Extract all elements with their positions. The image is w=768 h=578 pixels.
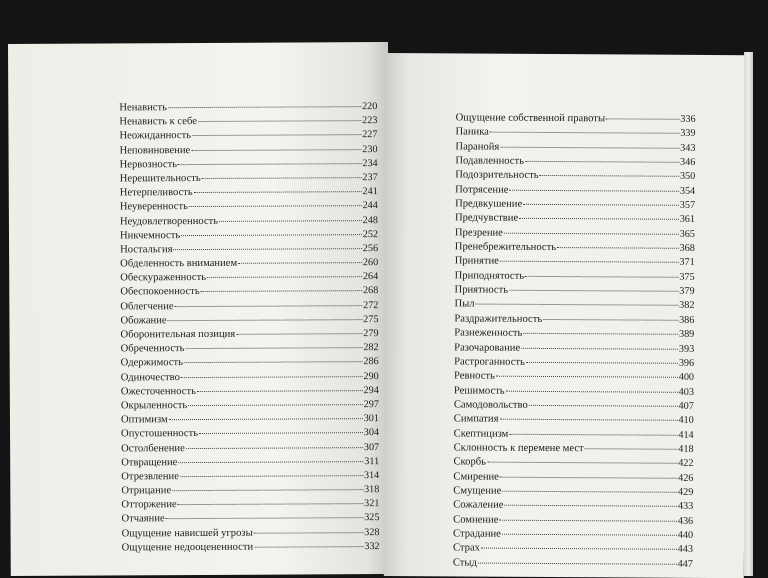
dot-leader	[523, 333, 678, 335]
dot-leader	[487, 462, 677, 464]
toc-entry	[456, 111, 696, 127]
toc-entry-page-number: 237	[362, 172, 378, 184]
dot-leader	[219, 220, 362, 222]
toc-entry-title: Ревность	[453, 370, 495, 382]
toc-entry-page-number: 241	[362, 186, 378, 198]
dot-leader	[476, 304, 679, 306]
toc-entry-title: Растроганность	[454, 356, 525, 368]
toc-entry-page-number: 375	[679, 271, 695, 283]
toc-entry	[122, 540, 380, 556]
toc-entry-page-number: 354	[679, 185, 696, 197]
toc-entry-title: Подозрительность	[455, 169, 539, 182]
toc-entry-page-number: 418	[678, 443, 694, 455]
toc-entry-title: Обделенность вниманием	[120, 257, 238, 270]
toc-entry-title: Окрыленность	[120, 400, 188, 412]
toc-entry-page-number: 290	[363, 370, 379, 382]
toc-entry-page-number: 328	[364, 526, 380, 538]
dot-leader	[194, 191, 362, 193]
toc-entry-page-number: 414	[678, 429, 694, 441]
dot-leader	[192, 135, 361, 137]
toc-entry	[121, 370, 379, 386]
toc-entry	[120, 214, 378, 230]
toc-entry-title: Приподнятость	[454, 270, 525, 282]
toc-entry-page-number: 350	[679, 171, 696, 183]
dot-leader	[169, 418, 363, 420]
toc-entry-page-number: 403	[678, 386, 694, 398]
toc-entry	[120, 143, 378, 159]
toc-entry	[455, 169, 695, 185]
dot-leader	[180, 475, 363, 477]
toc-entry-page-number: 307	[363, 441, 380, 453]
toc-entry-title: Смущение	[453, 485, 502, 497]
toc-entry	[454, 384, 694, 400]
toc-entry-page-number: 227	[362, 129, 378, 141]
dot-leader	[178, 163, 361, 165]
page-stack-edge	[744, 52, 753, 576]
toc-entry	[120, 270, 378, 286]
toc-entry-title: Раздражительность	[454, 313, 543, 325]
toc-entry-title: Скорбь	[453, 456, 487, 468]
toc-entry	[119, 128, 377, 144]
dot-leader	[201, 291, 362, 293]
toc-entry-title: Ожесточенность	[120, 385, 196, 398]
dot-leader	[557, 247, 678, 249]
dot-leader	[189, 205, 362, 207]
dot-leader	[490, 132, 679, 134]
toc-entry-title: Симпатия	[453, 413, 499, 425]
toc-entry-title: Паранойя	[455, 141, 500, 153]
dot-leader	[502, 534, 677, 536]
toc-entry-title: Презрение	[454, 227, 503, 239]
dot-leader	[254, 546, 363, 548]
toc-entry-page-number: 314	[363, 469, 380, 482]
toc-entry-page-number: 321	[364, 498, 380, 510]
toc-entry	[453, 470, 693, 486]
toc-entry-title: Нервозность	[119, 158, 178, 171]
toc-entry-page-number: 433	[677, 501, 694, 513]
toc-entry-page-number: 272	[363, 299, 379, 311]
toc-entry-title: Ощущение нависшей угрозы	[121, 527, 253, 540]
toc-entry	[454, 355, 694, 371]
toc-entry-page-number: 304	[363, 427, 380, 439]
toc-entry	[121, 455, 379, 471]
toc-entry	[121, 483, 379, 499]
toc-entry-page-number: 252	[362, 228, 379, 240]
toc-entry-page-number: 365	[679, 228, 695, 240]
toc-entry-page-number: 318	[364, 484, 380, 496]
toc-entry-page-number: 275	[363, 313, 379, 325]
dot-leader	[166, 518, 363, 520]
toc-entry-title: Ненависть	[119, 102, 167, 114]
toc-entry-title: Остолбенение	[121, 442, 185, 454]
toc-entry-page-number: 311	[364, 455, 380, 467]
toc-entry-title: Скептицизм	[453, 427, 509, 440]
dot-leader	[184, 362, 362, 364]
toc-entry	[455, 284, 695, 300]
toc-entry-title: Потрясение	[455, 184, 509, 196]
toc-entry-page-number: 244	[362, 200, 378, 212]
dot-leader	[198, 120, 361, 122]
toc-entry	[121, 398, 379, 414]
toc-entry-page-number: 223	[362, 115, 378, 127]
toc-entry-page-number: 279	[363, 328, 379, 340]
toc-entry-title: Предвкушение	[455, 198, 523, 210]
dot-leader	[199, 432, 363, 434]
dot-leader	[181, 376, 363, 378]
toc-entry	[120, 313, 378, 329]
toc-entry-page-number: 339	[680, 128, 696, 140]
toc-entry-title: Неповиновение	[119, 144, 191, 156]
toc-entry	[453, 542, 693, 558]
toc-entry-title: Нетерпеливость	[119, 187, 193, 199]
toc-entry-page-number: 440	[677, 529, 694, 541]
toc-entry	[455, 255, 695, 271]
dot-leader	[236, 333, 362, 335]
toc-entry-page-number: 268	[362, 285, 379, 297]
toc-entry	[121, 511, 379, 527]
toc-entry	[454, 413, 694, 429]
toc-entry	[455, 126, 695, 142]
toc-entry	[454, 341, 694, 357]
toc-entry-title: Паника	[455, 126, 489, 138]
left-page	[8, 42, 391, 576]
dot-leader	[504, 232, 679, 234]
toc-entry-title: Обескураженность	[120, 272, 207, 284]
dot-leader	[500, 146, 679, 148]
toc-entry-title: Принятие	[454, 255, 499, 268]
toc-entry-page-number: 389	[678, 328, 695, 341]
toc-entry-page-number: 410	[678, 415, 694, 427]
toc-entry-title: Сожаление	[453, 499, 504, 512]
toc-entry-page-number: 220	[362, 101, 378, 113]
toc-entry	[120, 185, 378, 201]
toc-entry	[120, 242, 378, 258]
toc-entry	[120, 256, 378, 272]
dot-leader	[181, 234, 362, 236]
toc-entry-title: Стыд	[452, 557, 477, 569]
toc-entry	[121, 412, 379, 428]
toc-entry-page-number: 336	[680, 113, 696, 125]
toc-entry-title: Ощущение недооцененности	[121, 541, 254, 554]
toc-entry	[121, 497, 379, 513]
dot-leader	[175, 305, 363, 307]
toc-entry-page-number: 297	[363, 399, 379, 411]
dot-leader	[168, 319, 363, 321]
dot-leader	[478, 562, 677, 564]
toc-entry	[121, 469, 379, 485]
toc-entry-title: Одержимость	[120, 357, 184, 369]
dot-leader	[186, 447, 363, 449]
toc-entry-title: Опустошенность	[121, 428, 199, 440]
dot-leader	[502, 491, 677, 493]
toc-entry-page-number: 260	[362, 257, 379, 269]
dot-leader	[504, 505, 676, 507]
toc-entry-page-number: 447	[677, 558, 693, 570]
dot-leader	[168, 106, 361, 108]
toc-entry	[455, 183, 695, 199]
toc-entry	[453, 513, 693, 529]
toc-entry-page-number: 357	[679, 199, 696, 211]
toc-entry-title: Отрицание	[121, 485, 172, 497]
toc-entry	[454, 441, 694, 457]
toc-entry	[455, 226, 695, 242]
toc-entry-title: Страх	[452, 542, 480, 554]
toc-entry-title: Облегчение	[120, 300, 174, 313]
toc-entry-title: Подавленность	[455, 155, 525, 167]
dot-leader	[188, 404, 362, 406]
toc-entry-page-number: 382	[679, 300, 695, 312]
dot-leader	[529, 405, 678, 407]
toc-entry-page-number: 443	[677, 544, 694, 556]
toc-entry	[120, 228, 378, 244]
toc-entry-title: Отчаяние	[121, 513, 165, 525]
toc-entry-page-number: 426	[678, 472, 694, 484]
toc-entry-title: Разочарование	[454, 341, 521, 354]
dot-leader	[585, 448, 678, 450]
toc-entry-page-number: 429	[678, 486, 694, 498]
toc-entry-title: Предчувствие	[454, 212, 519, 225]
toc-entry-page-number: 386	[679, 314, 695, 326]
toc-entry	[120, 285, 378, 301]
toc-entry-title: Отвращение	[121, 456, 178, 469]
toc-entry-page-number: 332	[364, 540, 380, 552]
toc-entry	[120, 327, 378, 343]
toc-entry-title: Ненависть к себе	[119, 116, 197, 128]
dot-leader	[509, 290, 678, 292]
toc-entry	[119, 114, 377, 130]
toc-entry-title: Склонность к перемене мест	[453, 442, 584, 455]
toc-entry-title: Отрезвление	[121, 470, 179, 483]
dot-leader	[500, 261, 679, 263]
dot-leader	[521, 347, 678, 349]
toc-entry	[453, 484, 693, 500]
dot-leader	[191, 149, 361, 151]
dot-leader	[172, 489, 363, 491]
toc-entry	[120, 157, 378, 173]
toc-entry-title: Оборонительная позиция	[120, 328, 236, 341]
dot-leader	[509, 433, 677, 435]
toc-entry	[454, 327, 694, 343]
dot-leader	[525, 161, 679, 163]
toc-entry-page-number: 361	[679, 214, 696, 226]
toc-entry-page-number: 407	[678, 400, 694, 412]
dot-leader	[178, 503, 363, 505]
toc-entry	[453, 556, 693, 572]
dot-leader	[202, 177, 362, 179]
dot-leader	[606, 118, 679, 119]
dot-leader	[525, 276, 678, 278]
toc-entry-title: Нерешительность	[119, 172, 201, 185]
dot-leader	[207, 276, 362, 278]
toc-entry	[453, 527, 693, 543]
toc-entry	[453, 456, 693, 472]
dot-leader	[499, 519, 676, 521]
toc-entry-title: Одиночество	[120, 371, 180, 383]
dot-leader	[254, 532, 364, 534]
toc-list-right	[453, 111, 696, 571]
toc-entry-page-number: 371	[679, 257, 695, 269]
toc-entry-title: Страдание	[453, 528, 501, 540]
toc-entry-title: Ностальгия	[120, 244, 173, 256]
toc-entry-page-number: 286	[363, 356, 379, 368]
dot-leader	[509, 189, 678, 191]
toc-entry	[454, 398, 694, 414]
toc-entry	[120, 171, 378, 187]
toc-entry-page-number: 379	[679, 285, 695, 298]
dot-leader	[481, 548, 677, 550]
toc-entry-page-number: 248	[362, 214, 378, 226]
toc-entry	[121, 441, 379, 457]
toc-entry-page-number: 393	[678, 343, 695, 355]
toc-entry-title: Пыл	[454, 298, 475, 311]
dot-leader	[526, 362, 678, 364]
toc-entry-title: Неожиданность	[119, 130, 192, 142]
toc-entry-page-number: 422	[678, 458, 694, 470]
toc-entry-page-number: 368	[679, 242, 695, 254]
toc-entry-title: Обреченность	[120, 343, 185, 355]
toc-entry-page-number: 282	[363, 342, 379, 354]
toc-entry	[455, 269, 695, 285]
toc-entry-page-number: 264	[362, 271, 379, 283]
toc-entry	[454, 298, 694, 314]
toc-entry	[121, 384, 379, 400]
toc-entry-title: Отторжение	[121, 499, 177, 511]
toc-entry	[121, 355, 379, 371]
toc-entry	[455, 197, 695, 213]
toc-entry-title: Самодовольство	[453, 399, 528, 411]
toc-entry-page-number: 256	[362, 242, 379, 255]
toc-entry-page-number: 294	[363, 384, 379, 396]
toc-entry	[455, 154, 695, 170]
dot-leader	[238, 262, 362, 264]
toc-entry	[122, 526, 380, 542]
toc-entry	[453, 499, 693, 515]
toc-entry-title: Обожание	[120, 314, 167, 327]
dot-leader	[519, 218, 679, 220]
toc-entry-title: Ощущение собственной правоты	[455, 112, 606, 125]
toc-list-left	[119, 100, 379, 555]
dot-leader	[543, 319, 678, 321]
toc-entry-page-number: 346	[680, 156, 696, 168]
toc-entry	[454, 312, 694, 328]
toc-entry-title: Смирение	[453, 471, 499, 483]
dot-leader	[178, 461, 363, 463]
toc-entry	[121, 341, 379, 357]
toc-entry-page-number: 234	[362, 157, 378, 169]
toc-entry	[454, 370, 694, 386]
toc-entry-title: Никчемность	[119, 229, 181, 242]
toc-entry-page-number: 400	[678, 371, 695, 384]
toc-entry	[120, 299, 378, 315]
toc-entry-page-number: 301	[363, 413, 379, 425]
dot-leader	[197, 390, 363, 392]
toc-entry	[121, 426, 379, 442]
toc-entry	[120, 199, 378, 215]
toc-entry-title: Пренебрежительность	[454, 241, 557, 254]
toc-entry-title: Сомнение	[453, 514, 499, 526]
toc-entry-title: Неуверенность	[119, 201, 188, 213]
toc-entry-title: Решимость	[453, 384, 505, 397]
toc-entry-title: Неудовлетворенность	[119, 215, 219, 227]
toc-entry-page-number: 230	[362, 143, 378, 155]
toc-entry-page-number: 396	[678, 357, 695, 369]
dot-leader	[540, 175, 679, 177]
toc-entry-title: Приятность	[454, 284, 509, 296]
toc-entry-page-number: 343	[680, 142, 696, 154]
toc-entry	[455, 241, 695, 257]
dot-leader	[499, 419, 677, 421]
toc-entry-page-number: 436	[677, 515, 694, 527]
dot-leader	[500, 476, 677, 478]
dot-leader	[185, 347, 362, 349]
toc-entry-title: Оптимизм	[120, 414, 168, 426]
toc-entry-title: Разнеженность	[454, 327, 523, 339]
toc-entry	[454, 427, 694, 443]
toc-entry	[455, 212, 695, 228]
toc-entry-title: Обеспокоенность	[120, 286, 200, 298]
dot-leader	[174, 248, 362, 250]
right-page	[384, 53, 747, 578]
dot-leader	[523, 204, 679, 206]
toc-entry	[119, 100, 377, 116]
dot-leader	[506, 390, 678, 392]
dot-leader	[496, 376, 678, 378]
toc-entry	[455, 140, 695, 156]
toc-entry-page-number: 325	[364, 512, 380, 524]
